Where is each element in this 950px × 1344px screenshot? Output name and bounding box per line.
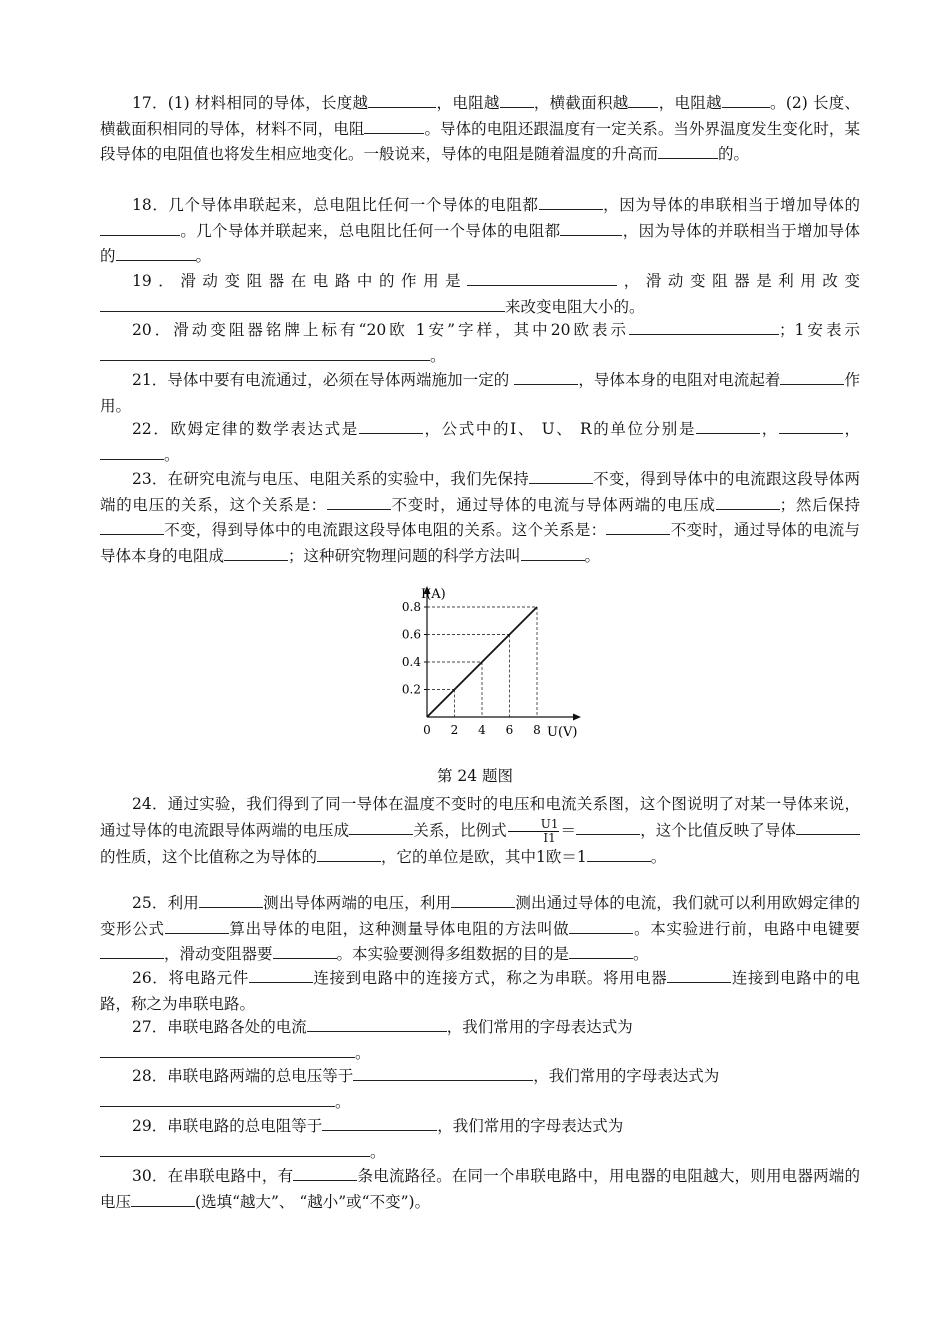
question-28: 28．串联电路两端的总电压等于 ，我们常用的字母表达式为 。: [100, 1064, 860, 1115]
answer-blank[interactable]: [779, 418, 843, 434]
question-30: 30．在串联电路中，有 条电流路径。在同一个串联电路中，用电器的电阻越大，则用电器两端的电压 (选填“越大”、 “越小”或“不变”)。: [100, 1167, 860, 1211]
answer-blank[interactable]: [722, 92, 770, 108]
graph-axes: [424, 586, 582, 721]
answer-blank[interactable]: [716, 494, 780, 510]
question-26: 26．将电路元件 连接到电路中的连接方式，称之为串联。将用电器 连接到电路中的电路，称之为串联电路。: [100, 969, 860, 1013]
answer-blank[interactable]: [796, 819, 860, 835]
answer-blank[interactable]: [529, 468, 593, 484]
answer-blank[interactable]: [451, 892, 515, 908]
answer-blank[interactable]: [467, 270, 617, 286]
answer-blank[interactable]: [116, 245, 196, 261]
answer-blank[interactable]: [322, 1115, 437, 1131]
answer-blank[interactable]: [307, 1016, 447, 1032]
question-23: 23．在研究电流与电压、电阻关系的实验中，我们先保持 不变，得到导体中的电流跟这段导体两端的电压的关系，这个关系是： 不变时，通过导体的电流与导体两端的电压成 ；然后保持不变，得到导体中的电流跟这段导体电阻的关系。这个关系是： 不变时，通过导体的电流与导体本身的电阻成 ；这种研究物理问题的科学方法叫 。: [100, 470, 860, 566]
answer-blank[interactable]: [560, 220, 622, 236]
answer-blank[interactable]: [317, 846, 381, 862]
answer-blank[interactable]: [100, 444, 164, 460]
answer-blank[interactable]: [569, 918, 633, 934]
answer-blank[interactable]: [576, 819, 640, 835]
x-axis-label: U(V): [547, 725, 578, 740]
answer-blank[interactable]: [327, 494, 391, 510]
answer-blank[interactable]: [100, 1091, 335, 1107]
x-tick-label: 8: [533, 723, 541, 737]
answer-blank[interactable]: [353, 1065, 533, 1081]
answer-blank[interactable]: [629, 319, 779, 335]
answer-blank[interactable]: [364, 118, 424, 134]
y-tick-label: 0.8: [401, 600, 421, 614]
answer-blank[interactable]: [606, 519, 670, 535]
question-22: 22．欧姆定律的数学表达式是 ，公式中的I、 U、 R的单位分别是 ， ，。: [100, 417, 860, 468]
answer-blank[interactable]: [249, 967, 313, 983]
y-tick-label: 0.6: [401, 627, 421, 642]
question-29: 29．串联电路的总电阻等于 ，我们常用的字母表达式为 。: [100, 1114, 860, 1165]
y-tick-label: 0.2: [401, 682, 421, 697]
x-tick-label: 6: [505, 723, 514, 737]
answer-blank[interactable]: [658, 143, 718, 159]
answer-blank[interactable]: [100, 345, 430, 361]
answer-blank[interactable]: [199, 892, 263, 908]
answer-blank[interactable]: [100, 220, 180, 236]
figure-caption: 第 24 题图: [436, 767, 514, 785]
answer-blank[interactable]: [368, 92, 436, 108]
answer-blank[interactable]: [569, 943, 633, 959]
answer-blank[interactable]: [165, 918, 229, 934]
answer-blank[interactable]: [273, 943, 337, 959]
answer-blank[interactable]: [100, 1141, 370, 1157]
question-20: 20．滑动变阻器铭牌上标有“20欧 1安”字样，其中20欧表示 ；1安表示。: [100, 318, 860, 369]
answer-blank[interactable]: [100, 519, 164, 535]
x-tick-label: 0: [423, 723, 431, 737]
answer-blank[interactable]: [100, 296, 505, 312]
question-17: 17．(1) 材料相同的导体，长度越 ，电阻越 ，横截面积越 ，电阻越 。(2) 长度、横截面积相同的导体，材料不同，电阻 。导体的电阻还跟温度有一定关系。当外界温度发生变化时，某段导体的电阻值也将发生相应地变化。一般说来，导体的电阻是随着温度的升高而 的。: [100, 94, 860, 164]
answer-blank[interactable]: [587, 846, 651, 862]
question-27: 27．串联电路各处的电流 ，我们常用的字母表达式为 。: [100, 1015, 860, 1066]
x-axis-arrow: [573, 714, 581, 721]
answer-blank[interactable]: [100, 943, 164, 959]
answer-blank[interactable]: [131, 1191, 195, 1207]
answer-blank[interactable]: [514, 369, 578, 385]
y-tick-label: 0.4: [401, 655, 421, 669]
question-25: 25．利用 测出导体两端的电压，利用 测出通过导体的电流，我们就可以利用欧姆定律的变形公式 算出导体的电阻，这种测量导体电阻的方法叫做 。本实验进行前，电路中电键要，滑动变阻器要 。本实验要测得多组数据的目的是 。: [100, 894, 860, 964]
question-24: 24．通过实验，我们得到了同一导体在温度不变时的电压和电流关系图，这个图说明了对某一导体来说，通过导体的电流跟导体两端的电压成 关系，比例式 $\frac{U1}{I1}$ ＝ ，这个比值反映了导体的性质，这个比值称之为导体的 ，它的单位是欧，其中1欧＝1 。: [100, 795, 860, 866]
answer-blank[interactable]: [100, 1042, 355, 1058]
answer-blank[interactable]: [696, 418, 760, 434]
answer-blank[interactable]: [224, 545, 288, 561]
answer-blank[interactable]: [521, 545, 585, 561]
current-voltage-graph: [385, 577, 585, 743]
answer-blank[interactable]: [500, 92, 534, 108]
answer-blank[interactable]: [539, 194, 603, 210]
question-21: 21．导体中要有电流通过，必须在导体两端施加一定的 ，导体本身的电阻对电流起着 作用。: [100, 371, 860, 415]
ratio-fraction: $\frac{U1}{I1}$: [508, 818, 560, 845]
y-axis-label: I(A): [421, 587, 446, 602]
question-19: 19．滑动变阻器在电路中的作用是 ，滑动变阻器是利用改变来改变电阻大小的。: [100, 269, 860, 320]
answer-blank[interactable]: [780, 369, 844, 385]
answer-blank[interactable]: [359, 418, 423, 434]
answer-blank[interactable]: [667, 967, 731, 983]
answer-blank[interactable]: [349, 819, 413, 835]
x-tick-label: 2: [450, 723, 459, 737]
answer-blank[interactable]: [628, 92, 658, 108]
answer-blank[interactable]: [293, 1165, 357, 1181]
x-tick-label: 4: [478, 723, 486, 737]
question-18: 18．几个导体串联起来，总电阻比任何一个导体的电阻都 ，因为导体的串联相当于增加导体的。几个导体并联起来，总电阻比任何一个导体的电阻都 ，因为导体的并联相当于增加导体的 。: [100, 196, 860, 266]
